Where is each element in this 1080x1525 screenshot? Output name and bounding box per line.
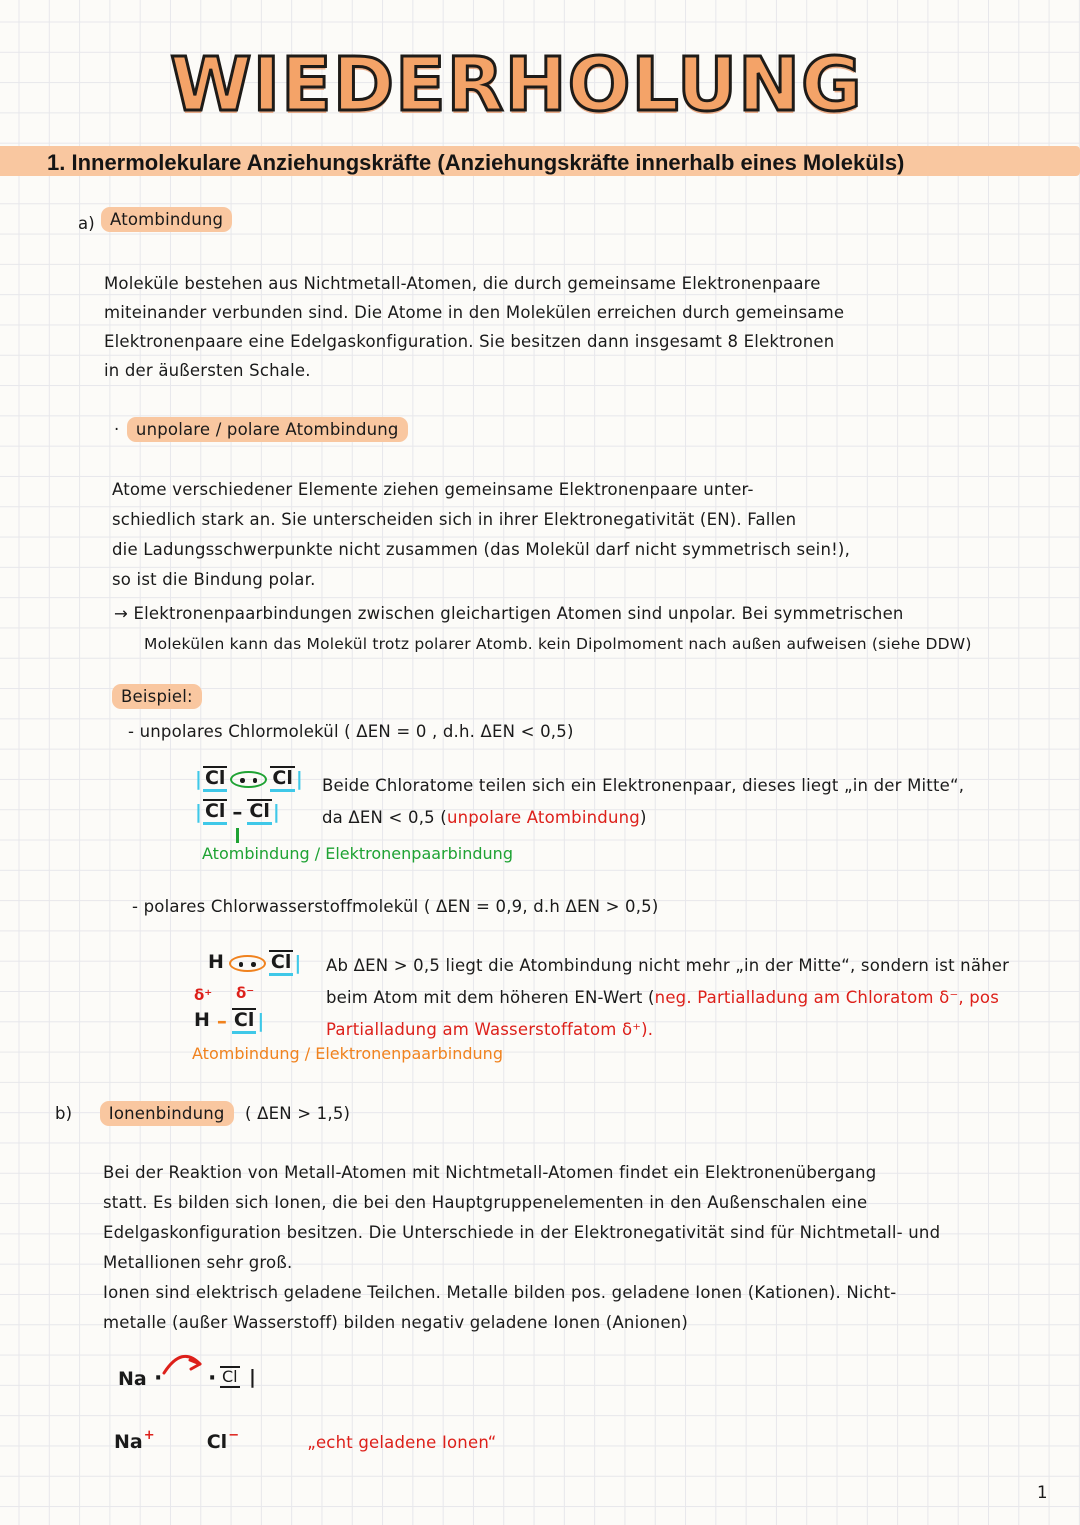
body-line: statt. Es bilden sich Ionen, die bei den Hauptgruppenelementen in den Außenschalen eine bbox=[103, 1193, 868, 1212]
body-line: Bei der Reaktion von Metall-Atomen mit Nichtmetall-Atomen findet ein Elektronenübergang bbox=[103, 1163, 877, 1182]
pointer-line bbox=[236, 828, 239, 843]
desc-fragment: da ΔEN < 0,5 ( bbox=[322, 808, 447, 827]
section-a-title: Atombindung bbox=[101, 207, 232, 232]
lone-pair-bar: | bbox=[294, 952, 302, 974]
body-line: die Ladungsschwerpunkte nicht zusammen (das Molekül darf nicht symmetrisch sein!), bbox=[112, 540, 851, 559]
cl-atom: Cl bbox=[232, 1008, 256, 1035]
delta-minus-label: δ⁻ bbox=[236, 984, 255, 1002]
body-line: Metallionen sehr groß. bbox=[103, 1253, 293, 1272]
body-line: Atome verschiedener Elemente ziehen gemeinsame Elektronenpaare unter- bbox=[112, 480, 754, 499]
polarity-paragraph bbox=[112, 475, 850, 595]
section-b-title: Ionenbindung bbox=[100, 1101, 234, 1126]
bullet-dot: · bbox=[114, 420, 120, 439]
arrow-icon: → bbox=[114, 604, 129, 623]
delta-plus-label: δ⁺ bbox=[194, 986, 213, 1004]
intro-line: miteinander verbunden sind. Die Atome in den Molekülen erreichen durch gemeinsame bbox=[104, 303, 845, 322]
na-ion-charge: + bbox=[143, 1428, 155, 1443]
intro-line: in der äußersten Schale. bbox=[104, 361, 311, 380]
arrow-note bbox=[114, 599, 972, 659]
desc-line: Beide Chloratome teilen sich ein Elektronenpaar, dieses liegt „in der Mitte“, bbox=[322, 776, 965, 795]
desc-fragment: beim Atom mit dem höheren EN-Wert ( bbox=[326, 988, 655, 1007]
electron-dot: · bbox=[208, 1366, 217, 1391]
h-atom: H bbox=[194, 1009, 210, 1032]
section-b-title-suffix: ( ΔEN > 1,5) bbox=[245, 1104, 351, 1123]
note-line: Elektronenpaarbindungen zwischen gleichartigen Atomen sind unpolar. Bei symmetrischen bbox=[133, 604, 904, 623]
atombindung-intro bbox=[104, 269, 844, 385]
desc-fragment-red: unpolare Atombindung bbox=[446, 808, 640, 827]
body-line: so ist die Bindung polar. bbox=[112, 570, 316, 589]
bond-type-label: Atombindung / Elektronenpaarbindung bbox=[192, 1044, 503, 1063]
lone-pair-bar: | bbox=[195, 801, 202, 823]
lone-pair-bar: | bbox=[272, 801, 280, 823]
cl-atom: Cl bbox=[220, 1366, 240, 1388]
cl-atom: Cl bbox=[203, 766, 227, 793]
na-atom: Na bbox=[118, 1368, 147, 1390]
cl-atom: Cl bbox=[247, 799, 271, 826]
body-line: metalle (außer Wasserstoff) bilden negativ geladene Ionen (Anionen) bbox=[103, 1313, 688, 1332]
section-b-label: b) bbox=[55, 1104, 73, 1123]
h-atom: H bbox=[208, 951, 224, 974]
polar-description bbox=[326, 950, 1009, 1046]
body-line: Ionen sind elektrisch geladene Teilchen. Metalle bilden pos. geladene Ionen (Kationen). Nicht- bbox=[103, 1283, 897, 1302]
cl-ion bbox=[206, 1428, 240, 1454]
cl-atom: Cl bbox=[203, 799, 227, 826]
unpolar-example-heading: - unpolares Chlormolekül ( ΔEN = 0 , d.h. ΔEN < 0,5) bbox=[128, 722, 574, 741]
body-line: Edelgaskonfiguration besitzen. Die Unterschiede in der Elektronegativität sind für Nichtmetall- und bbox=[103, 1223, 941, 1242]
cl-atom: Cl bbox=[270, 766, 294, 793]
desc-fragment-red: Partialladung am Wasserstoffatom δ⁺). bbox=[326, 1020, 654, 1039]
unpolar-description bbox=[322, 770, 964, 834]
lone-pair-bar: | bbox=[195, 768, 202, 790]
ions-quote: „echt geladene Ionen“ bbox=[307, 1433, 497, 1453]
intro-line: Moleküle bestehen aus Nichtmetall-Atomen, die durch gemeinsame Elektronenpaare bbox=[104, 274, 821, 293]
page-title: WIEDERHOLUNG bbox=[170, 42, 863, 128]
bond-type-label: Atombindung / Elektronenpaarbindung bbox=[202, 844, 513, 863]
body-line: schiedlich stark an. Sie unterscheiden sich in ihrer Elektronegativität (EN). Fallen bbox=[112, 510, 797, 529]
section-a-label: a) bbox=[78, 214, 95, 233]
page-number: 1 bbox=[1037, 1483, 1048, 1502]
lone-pair-bar: | bbox=[295, 768, 303, 790]
shared-electron-pair-circle bbox=[229, 955, 266, 972]
desc-fragment-red: neg. Partialladung am Chloratom δ⁻, pos bbox=[654, 988, 1000, 1007]
electron-transfer-arrow bbox=[160, 1352, 206, 1376]
desc-line: Ab ΔEN > 0,5 liegt die Atombindung nicht mehr „in der Mitte“, sondern ist näher bbox=[326, 956, 1010, 975]
cl-ion-charge: − bbox=[228, 1428, 240, 1443]
electron-dot: · bbox=[154, 1366, 163, 1391]
na-ion bbox=[114, 1428, 155, 1454]
lone-pair-bar: | bbox=[257, 1010, 265, 1032]
chapter-heading: 1. Innermolekulare Anziehungskräfte (Anziehungskräfte innerhalb eines Moleküls) bbox=[47, 150, 905, 175]
cl-atom: Cl bbox=[269, 950, 293, 977]
single-bond: – bbox=[232, 800, 243, 824]
na-ion-symbol: Na bbox=[114, 1431, 143, 1454]
single-bond: – bbox=[216, 1009, 227, 1033]
cl-ion-symbol: Cl bbox=[206, 1431, 228, 1454]
ionenbindung-paragraph bbox=[103, 1158, 940, 1338]
note-line: Molekülen kann das Molekül trotz polarer Atomb. kein Dipolmoment nach außen aufweisen (siehe DDW) bbox=[144, 635, 972, 653]
intro-line: Elektronenpaare eine Edelgaskonfiguration. Sie besitzen dann insgesamt 8 Elektronen bbox=[104, 332, 835, 351]
polar-example-heading: - polares Chlorwasserstoffmolekül ( ΔEN = 0,9, d.h ΔEN > 0,5) bbox=[132, 897, 659, 916]
ions-row bbox=[114, 1430, 497, 1453]
desc-fragment: ) bbox=[639, 808, 647, 827]
subsection-title: unpolare / polare Atombindung bbox=[127, 417, 408, 442]
beispiel-label: Beispiel: bbox=[112, 684, 202, 709]
lone-pair-bar: | bbox=[249, 1366, 256, 1388]
shared-electron-pair-circle bbox=[230, 771, 267, 788]
